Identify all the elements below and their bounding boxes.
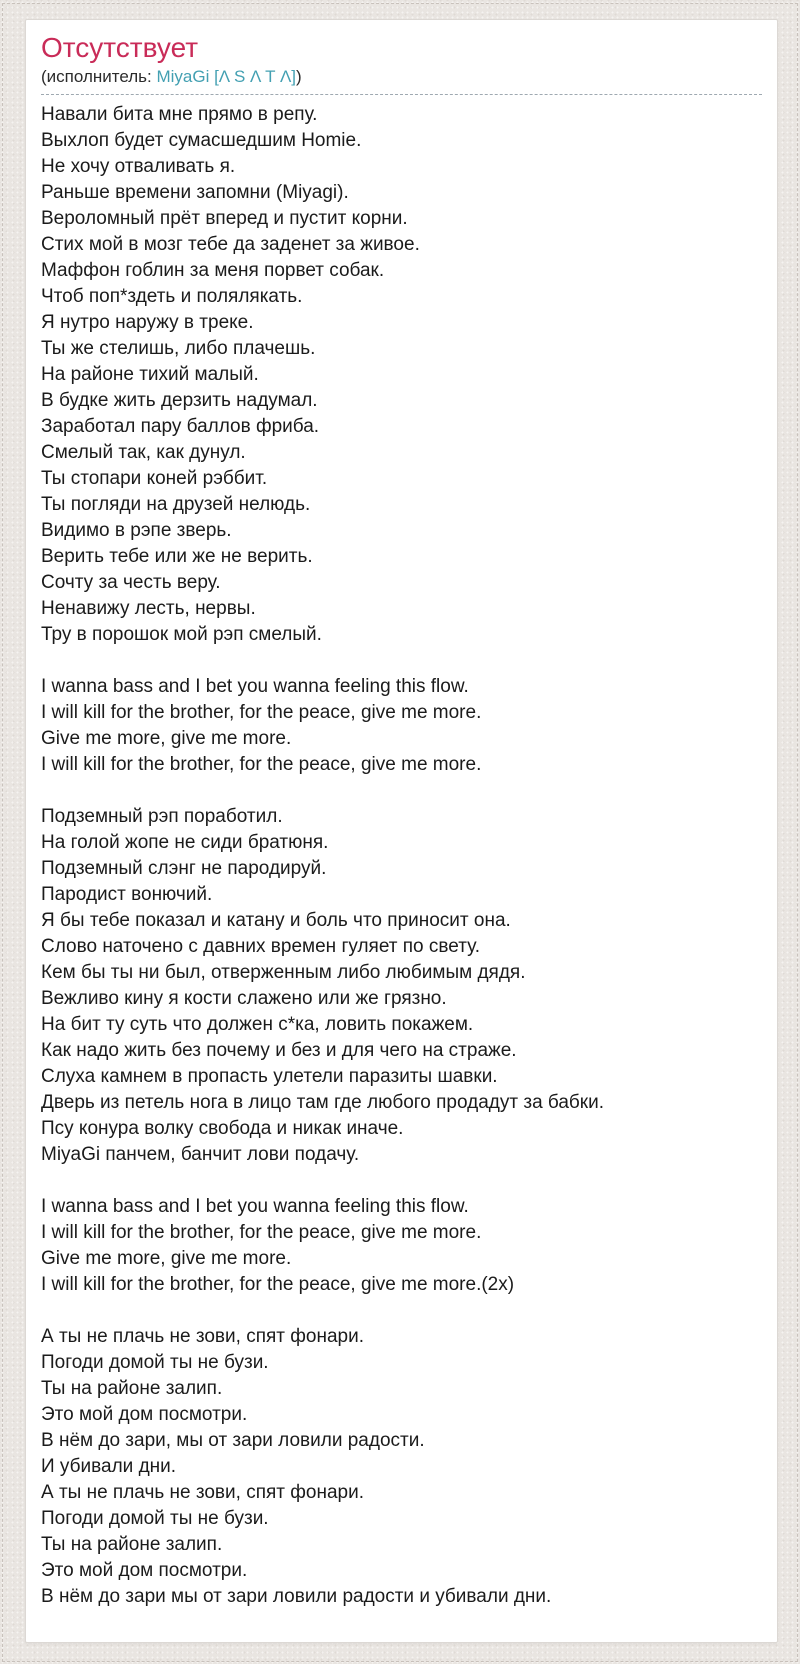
artist-link[interactable]: MiyaGi [Λ S Λ T Λ] <box>156 67 297 86</box>
lyrics-stanza <box>41 804 762 1168</box>
lyrics-line: Я бы тебе показал и катану и боль что приносит она. <box>41 910 511 931</box>
lyrics-stanza <box>41 102 762 648</box>
lyrics-line: Псу конура волку свобода и никак иначе. <box>41 1118 404 1139</box>
lyrics-line: Ты погляди на друзей нелюдь. <box>41 494 311 515</box>
lyrics-line: Выхлоп будет сумасшедшим Homie. <box>41 130 362 151</box>
lyrics-line: Ты же стелишь, либо плачешь. <box>41 338 316 359</box>
lyrics-line: В нём до зари мы от зари ловили радости и убивали дни. <box>41 1586 552 1607</box>
lyrics-line: Стих мой в мозг тебе да заденет за живое. <box>41 234 420 255</box>
lyrics-text <box>41 102 762 1610</box>
lyrics-line: Вежливо кину я кости слажено или же грязно. <box>41 988 447 1009</box>
lyrics-line: Чтоб поп*здеть и полялякать. <box>41 286 303 307</box>
artist-label-suffix: ) <box>296 67 302 86</box>
lyrics-line: Смелый так, как дунул. <box>41 442 246 463</box>
lyrics-line: Слово наточено с давних времен гуляет по свету. <box>41 936 480 957</box>
lyrics-line: В будке жить дерзить надумал. <box>41 390 318 411</box>
lyrics-line: Сочту за честь веру. <box>41 572 221 593</box>
lyrics-line: Тру в порошок мой рэп смелый. <box>41 624 322 645</box>
lyrics-line: Это мой дом посмотри. <box>41 1560 248 1581</box>
lyrics-line: I will kill for the brother, for the peace, give me more. <box>41 702 482 723</box>
lyrics-line: Это мой дом посмотри. <box>41 1404 248 1425</box>
artist-label-prefix: (исполнитель: <box>41 67 157 86</box>
lyrics-line: На бит ту суть что должен с*ка, ловить покажем. <box>41 1014 474 1035</box>
lyrics-line: Ненавижу лесть, нервы. <box>41 598 256 619</box>
lyrics-line: Я нутро наружу в треке. <box>41 312 254 333</box>
lyrics-line: Give me more, give me more. <box>41 728 292 749</box>
lyrics-line: На голой жопе не сиди братюня. <box>41 832 329 853</box>
lyrics-line: Пародист вонючий. <box>41 884 213 905</box>
song-header <box>41 32 762 95</box>
lyrics-line: Раньше времени запомни (Miyagi). <box>41 182 349 203</box>
lyrics-line: I will kill for the brother, for the peace, give me more. <box>41 754 482 775</box>
lyrics-line: Как надо жить без почему и без и для чего на страже. <box>41 1040 517 1061</box>
lyrics-line: Ты на районе залип. <box>41 1534 223 1555</box>
lyrics-stanza <box>41 1324 762 1610</box>
lyrics-line: Подземный рэп поработил. <box>41 806 283 827</box>
lyrics-line: А ты не плачь не зови, спят фонари. <box>41 1326 364 1347</box>
lyrics-line: Give me more, give me more. <box>41 1248 292 1269</box>
song-subtitle <box>41 66 762 88</box>
lyrics-line: Ты на районе залип. <box>41 1378 223 1399</box>
lyrics-line: MiyaGi панчем, банчит лови подачу. <box>41 1144 360 1165</box>
lyrics-line: Вероломный прёт вперед и пустит корни. <box>41 208 408 229</box>
lyrics-line: Верить тебе или же не верить. <box>41 546 313 567</box>
lyrics-line: Дверь из петель нога в лицо там где любого продадут за бабки. <box>41 1092 605 1113</box>
lyrics-line: Слуха камнем в пропасть улетели паразиты шавки. <box>41 1066 498 1087</box>
lyrics-line: Подземный слэнг не пародируй. <box>41 858 327 879</box>
lyrics-line: Навали бита мне прямо в репу. <box>41 104 318 125</box>
page-title: Отсутствует <box>41 32 199 63</box>
lyrics-card <box>25 19 778 1643</box>
lyrics-line: Маффон гоблин за меня порвет собак. <box>41 260 385 281</box>
lyrics-line: На районе тихий малый. <box>41 364 259 385</box>
lyrics-line: I will kill for the brother, for the peace, give me more. <box>41 1222 482 1243</box>
lyrics-line: А ты не плачь не зови, спят фонари. <box>41 1482 364 1503</box>
lyrics-line: I wanna bass and I bet you wanna feeling this flow. <box>41 1196 469 1217</box>
lyrics-line: I will kill for the brother, for the peace, give me more.(2x) <box>41 1274 515 1295</box>
lyrics-stanza <box>41 1194 762 1298</box>
lyrics-line: Видимо в рэпе зверь. <box>41 520 232 541</box>
lyrics-line: I wanna bass and I bet you wanna feeling this flow. <box>41 676 469 697</box>
lyrics-line: Не хочу отваливать я. <box>41 156 236 177</box>
lyrics-line: Погоди домой ты не бузи. <box>41 1508 269 1529</box>
lyrics-line: Кем бы ты ни был, отверженным либо любимым дядя. <box>41 962 526 983</box>
lyrics-line: Заработал пару баллов фриба. <box>41 416 320 437</box>
lyrics-line: Ты стопари коней рэббит. <box>41 468 268 489</box>
lyrics-line: И убивали дни. <box>41 1456 177 1477</box>
lyrics-line: Погоди домой ты не бузи. <box>41 1352 269 1373</box>
lyrics-stanza <box>41 674 762 778</box>
lyrics-line: В нём до зари, мы от зари ловили радости. <box>41 1430 425 1451</box>
